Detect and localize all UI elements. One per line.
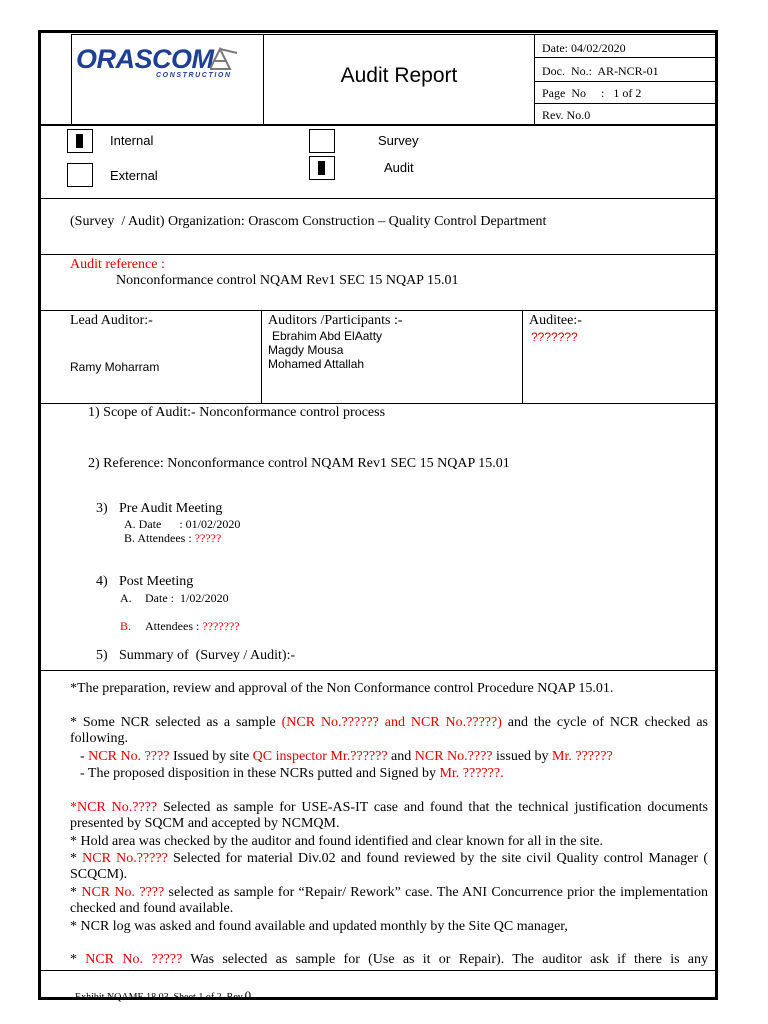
- auditors-label: Auditors /Participants :-: [268, 313, 403, 328]
- report-title: Audit Report: [340, 64, 458, 87]
- reference-line: 2) Reference: Nonconformance control NQAM Rev1 SEC 15 NQAP 15.01: [88, 456, 510, 471]
- body-paragraph-6: * Hold area was checked by the auditor and found identified and clear known for all in the site.: [70, 834, 603, 849]
- doc-number: Doc. No.: AR-NCR-01: [542, 64, 659, 78]
- footer-text: Exhibit NQAME 18.03 Sheet 1 of 2 Rev.0: [75, 988, 252, 1003]
- header-bottom-border: [40, 124, 717, 126]
- lead-auditor-label: Lead Auditor:-: [70, 313, 153, 328]
- body-paragraph-1: *The preparation, review and approval of the Non Conformance control Procedure NQAP 15.01.: [70, 681, 614, 696]
- post-date-letter: A.: [120, 591, 132, 605]
- body-paragraph-9: * NCR log was asked and found available and updated monthly by the Site QC manager,: [70, 919, 568, 934]
- check-mark-icon: [318, 161, 325, 175]
- external-checkbox[interactable]: [67, 163, 93, 187]
- page-number: Page No : 1 of 2: [542, 86, 642, 100]
- auditor-1: Ebrahim Abd ElAatty: [272, 329, 383, 343]
- post-meeting-title: Post Meeting: [119, 574, 194, 589]
- team-divider-1: [261, 310, 262, 403]
- audit-checkbox[interactable]: [309, 156, 335, 180]
- body-paragraph-3: - NCR No. ???? Issued by site QC inspector Mr.?????? and NCR No.???? issued by Mr. ??????: [80, 749, 613, 764]
- post-attendees-value: ???????: [202, 619, 240, 633]
- audit-reference-label: Audit reference :: [70, 257, 165, 272]
- header-top-border: [71, 34, 717, 35]
- external-label: External: [110, 168, 158, 183]
- pre-attendees-value: ?????: [194, 531, 222, 545]
- revision-number: Rev. No.0: [542, 108, 591, 122]
- scope-line: 1) Scope of Audit:- Nonconformance control process: [88, 405, 386, 420]
- logo-wordmark: ORASCOM: [76, 44, 214, 74]
- survey-checkbox[interactable]: [309, 129, 335, 153]
- logo-subtext: CONSTRUCTION: [156, 72, 232, 79]
- pre-meeting-number: 3): [96, 501, 108, 516]
- pre-meeting-title: Pre Audit Meeting: [119, 501, 223, 516]
- row-divider: [40, 670, 717, 671]
- organization-line: (Survey / Audit) Organization: Orascom Construction – Quality Control Department: [70, 214, 547, 229]
- internal-label: Internal: [110, 133, 154, 148]
- row-divider: [40, 254, 717, 255]
- header-divider-2: [534, 34, 535, 124]
- footer-rev: 0: [244, 988, 252, 1003]
- body-paragraph-8: * NCR No. ???? selected as sample for “Repair/ Rework” case. The ANI Concurrence prior the implementation checked and found available.: [70, 885, 708, 916]
- header-row-line: [534, 81, 717, 82]
- report-date: Date: 04/02/2020: [542, 41, 626, 55]
- body-paragraph-4: - The proposed disposition in these NCRs putted and Signed by Mr. ??????.: [80, 766, 504, 781]
- team-divider-2: [522, 310, 523, 403]
- audit-reference-value: Nonconformance control NQAM Rev1 SEC 15 NQAP 15.01: [116, 273, 459, 288]
- survey-label: Survey: [378, 133, 419, 148]
- row-divider: [40, 310, 717, 311]
- auditee-value: ???????: [531, 330, 578, 344]
- pre-attendees-label: B. Attendees :: [124, 531, 192, 545]
- row-divider: [40, 403, 717, 404]
- company-logo: [74, 44, 260, 84]
- post-attendees-letter: B.: [120, 619, 132, 633]
- row-divider: [40, 198, 717, 199]
- logo-crane-icon: [210, 47, 238, 71]
- post-meeting-date: Date : 1/02/2020: [145, 591, 229, 605]
- ncr-sample-refs: (NCR No.?????? and NCR No.?????): [281, 715, 502, 730]
- summary-title: Summary of (Survey / Audit):-: [119, 648, 296, 663]
- footer-divider: [40, 970, 717, 971]
- summary-number: 5): [96, 648, 108, 663]
- post-attendees-label: Attendees :: [145, 619, 200, 633]
- auditor-2: Magdy Mousa: [268, 343, 344, 357]
- internal-checkbox[interactable]: [67, 129, 93, 153]
- auditee-label: Auditee:-: [529, 313, 582, 328]
- header-row-line: [534, 57, 717, 58]
- lead-auditor-name: Ramy Moharram: [70, 360, 160, 374]
- header-left-border: [71, 34, 72, 124]
- post-meeting-attendees: [145, 619, 240, 634]
- audit-label: Audit: [384, 160, 414, 175]
- body-paragraph-10: * NCR No. ????? Was selected as sample for (Use as it or Repair). The auditor ask if there is any: [70, 952, 708, 967]
- pre-meeting-attendees: [124, 531, 221, 546]
- header-row-line: [534, 103, 717, 104]
- post-meeting-number: 4): [96, 574, 108, 589]
- body-paragraph-5: *NCR No.???? Selected as sample for USE-AS-IT case and found that the technical justification documents presented by SQCM and accepted by NCMQM.: [70, 800, 708, 831]
- body-paragraph-2: * Some NCR selected as a sample (NCR No.?????? and NCR No.?????) and the cycle of NCR checked as following.: [70, 715, 708, 746]
- body-paragraph-7: * NCR No.????? Selected for material Div.02 and found reviewed by the site civil Quality control Manager ( SCQCM).: [70, 851, 708, 882]
- auditor-3: Mohamed Attallah: [268, 357, 365, 371]
- pre-meeting-date: A. Date : 01/02/2020: [124, 517, 241, 531]
- check-mark-icon: [76, 134, 83, 148]
